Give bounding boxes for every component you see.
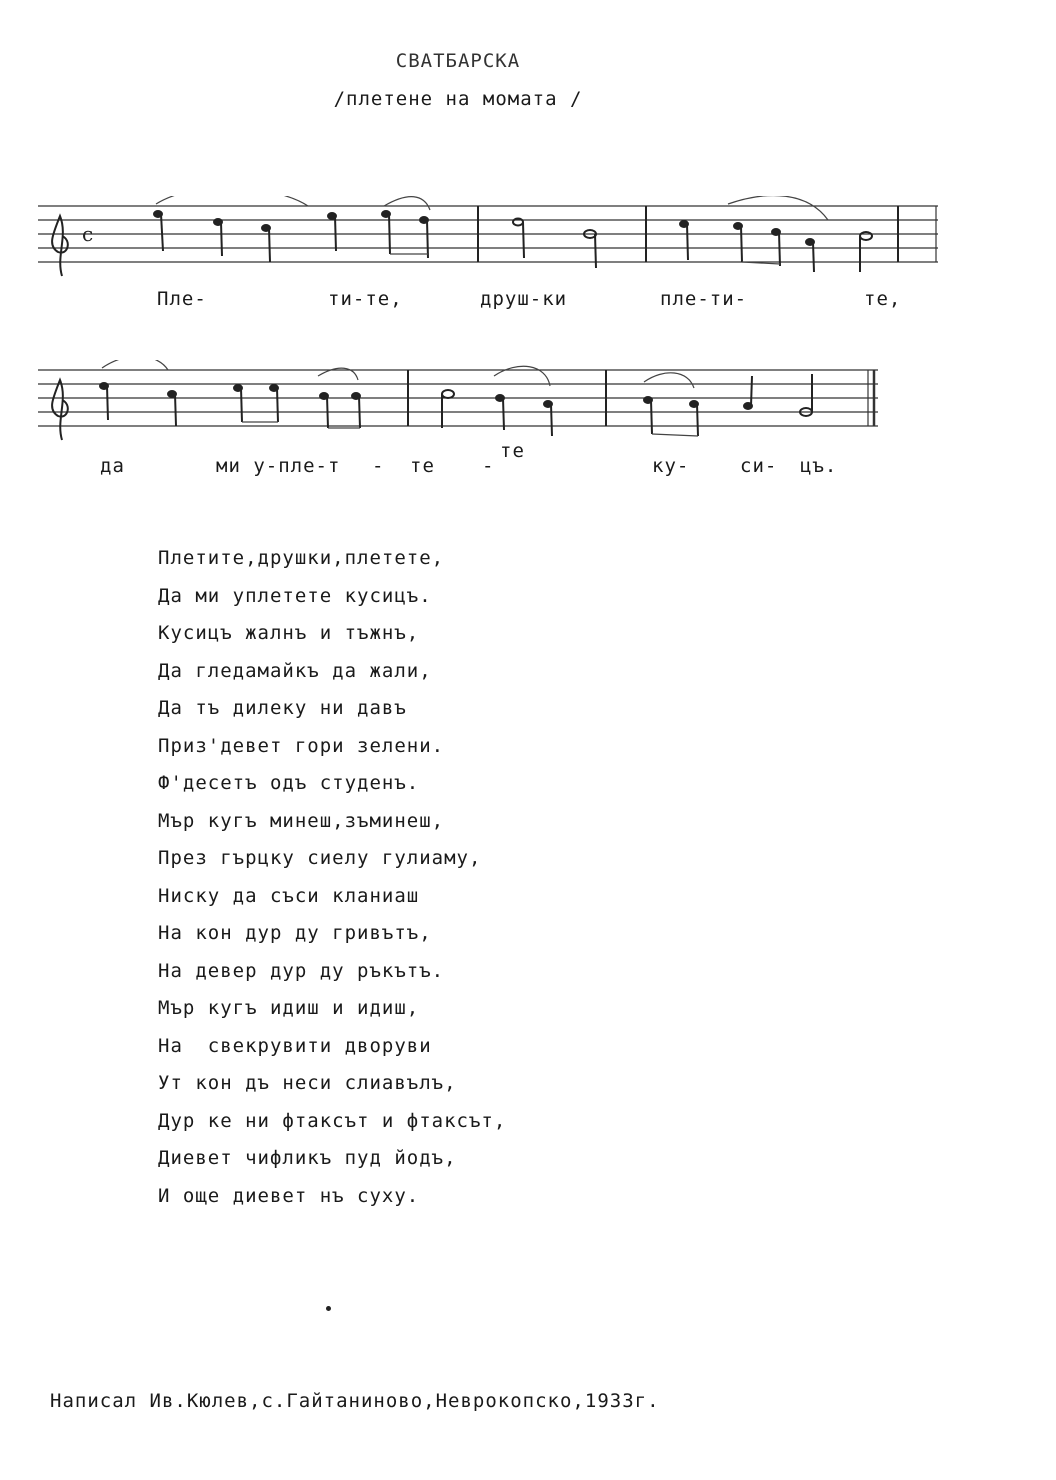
verse-line: Диевет чифликъ пуд йодъ, [158, 1147, 457, 1169]
verse-line: Да ми уплетете кусицъ. [158, 584, 432, 607]
lyric-2-5: - [482, 455, 495, 477]
verse-text [158, 540, 506, 1215]
verse-line: Ф'десетъ одъ студенъ. [158, 772, 420, 794]
lyric-2-4: те [410, 455, 435, 477]
verse-line: И още диевет нъ суху. [158, 1184, 420, 1207]
verse-line: Ниску да съси кланиаш [158, 884, 420, 907]
verse-line: На кон дур ду гривътъ, [158, 922, 432, 944]
verse-line: Мър кугъ идиш и идиш, [158, 997, 420, 1019]
lyric-1-1: Пле- [157, 288, 207, 310]
lyric-2-7: ку- [652, 455, 690, 477]
verse-line: Ут кон дъ неси слиавълъ, [158, 1072, 457, 1094]
lyric-2-6: те [500, 440, 525, 462]
music-staff-2 [38, 360, 938, 450]
staff-2-notation [38, 360, 938, 450]
ink-dot [326, 1306, 331, 1311]
verse-line: Плетите,друшки,плетете, [158, 547, 445, 569]
lyric-2-3: - [372, 455, 385, 477]
staff-1-notation [38, 196, 938, 286]
lyric-2-1: да [100, 455, 125, 477]
song-title: СВАТБАРСКА [395, 50, 521, 72]
verse-line: На свекрувити дворуви [158, 1034, 432, 1057]
lyric-1-3: друш-ки [480, 288, 568, 310]
lyric-2-9: цъ. [800, 455, 838, 477]
treble-clef-icon [52, 380, 68, 440]
verse-line: Да тъ дилеку ни давъ [158, 697, 407, 719]
verse-line: Приз'девет гори зелени. [158, 734, 445, 757]
lyric-2-2: ми у-пле-т [216, 455, 341, 477]
footer-credit: Написал Ив.Кюлев,с.Гайтаниново,Неврокопско,1933г. [50, 1390, 660, 1412]
verse-line: Да гледамайкъ да жали, [158, 659, 432, 682]
svg-text:c: c [82, 222, 94, 246]
lyric-2-8: си- [740, 455, 778, 477]
lyric-1-2: ти-те, [328, 288, 403, 310]
lyric-1-4: пле-ти- [660, 288, 748, 310]
verse-line: През гърцку сиелу гулиаму, [158, 847, 482, 869]
verse-line: Кусицъ жалнъ и тъжнъ, [158, 622, 420, 644]
verse-line: На девер дур ду ръкътъ. [158, 959, 445, 982]
treble-clef-icon [52, 216, 68, 276]
music-staff-1 [38, 196, 938, 286]
song-subtitle: /плетене на момата / [333, 88, 583, 110]
verse-line: Дур ке ни фтаксът и фтаксът, [158, 1109, 507, 1132]
verse-line: Мър кугъ минеш,зъминеш, [158, 809, 445, 832]
lyric-1-5: те, [864, 288, 902, 310]
